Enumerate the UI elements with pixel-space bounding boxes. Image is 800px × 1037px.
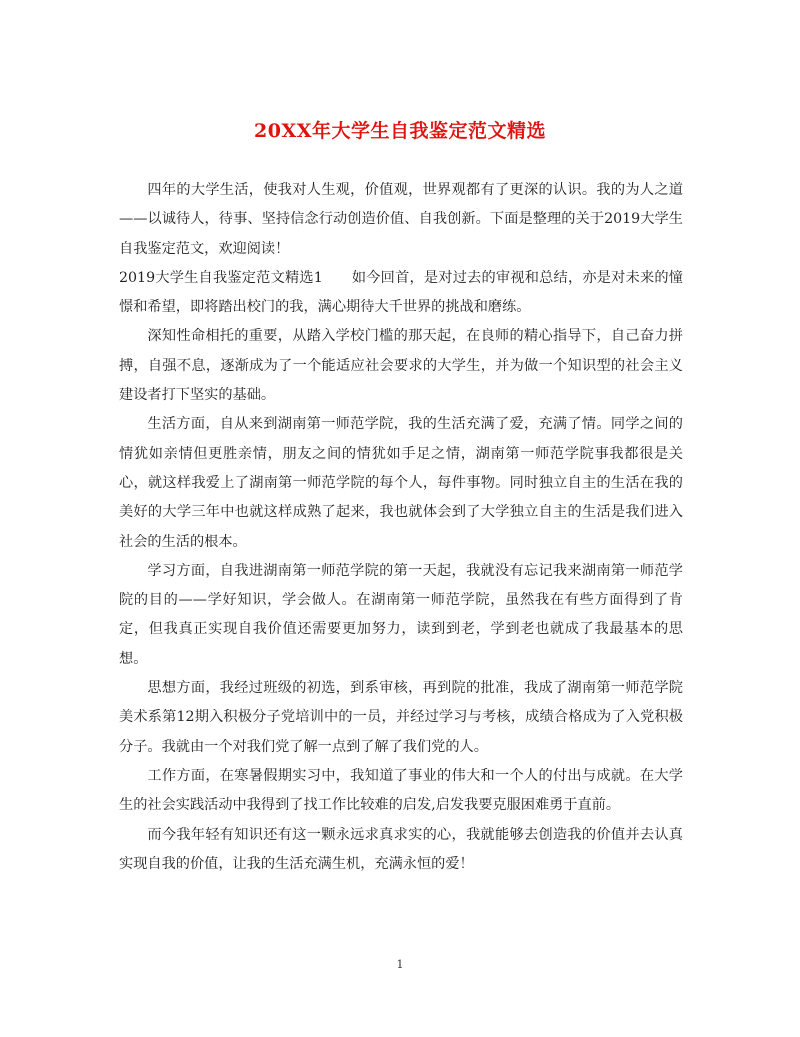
paragraph-intro: 四年的大学生活，使我对人生观，价值观，世界观都有了更深的认识。我的为人之道——以诚待人，待事、坚持信念行动创造价值、自我创新。下面是整理的关于2019大学生自我鉴定范文，欢迎阅读！ — [119, 182, 683, 257]
paragraph-thought: 思想方面，我经过班级的初选，到系审核，再到院的批准，我成了湖南第一师范学院美术系第12期入积极分子党培训中的一员，并经过学习与考核，成绩合格成为了入党积极分子。我就由一个对我们党了解一点到了解了我们党的人。 — [119, 680, 683, 755]
document-title: 20XX年大学生自我鉴定范文精选 — [254, 120, 546, 142]
paragraph-study: 学习方面，自我进湖南第一师范学院的第一天起，我就没有忘记我来湖南第一师范学院的目的——学好知识，学会做人。在湖南第一师范学院，虽然我在有些方面得到了肯定，但我真正实现自我价值还需要更加努力，读到到老，学到老也就成了我最基本的思想。 — [119, 562, 683, 667]
paragraph-life: 生活方面，自从来到湖南第一师范学院，我的生活充满了爱，充满了情。同学之间的情犹如亲情但更胜亲情，朋友之间的情犹如手足之情，湖南第一师范学院事我都很是关心，就这样我爱上了湖南第一师范学院的每个人，每件事物。同时独立自主的生活在我的美好的大学三年中也就这样成熟了起来，我也就体会到了大学独立自主的生活是我们进入社会的生活的根本。 — [119, 416, 683, 550]
paragraph-conclusion: 而今我年轻有知识还有这一颗永远求真求实的心，我就能够去创造我的价值并去认真实现自我的价值，让我的生活充满生机，充满永恒的爱！ — [119, 826, 683, 872]
document-body — [119, 176, 683, 879]
page-number: 1 — [396, 958, 404, 971]
paragraph-work: 工作方面，在寒暑假期实习中，我知道了事业的伟大和一个人的付出与成就。在大学生的社会实践活动中我得到了找工作比较难的启发,启发我要克服困难勇于直前。 — [119, 767, 683, 814]
paragraph-foundation: 深知性命相托的重要，从踏入学校门槛的那天起，在良师的精心指导下，自己奋力拼搏，自强不息，逐渐成为了一个能适应社会要求的大学生，并为做一个知识型的社会主义建设者打下坚实的基础。 — [119, 328, 683, 404]
paragraph-section-heading: 2019大学生自我鉴定范文精选1 如今回首，是对过去的审视和总结，亦是对未来的憧憬和希望，即将踏出校门的我，满心期待大千世界的挑战和磨练。 — [119, 269, 683, 316]
